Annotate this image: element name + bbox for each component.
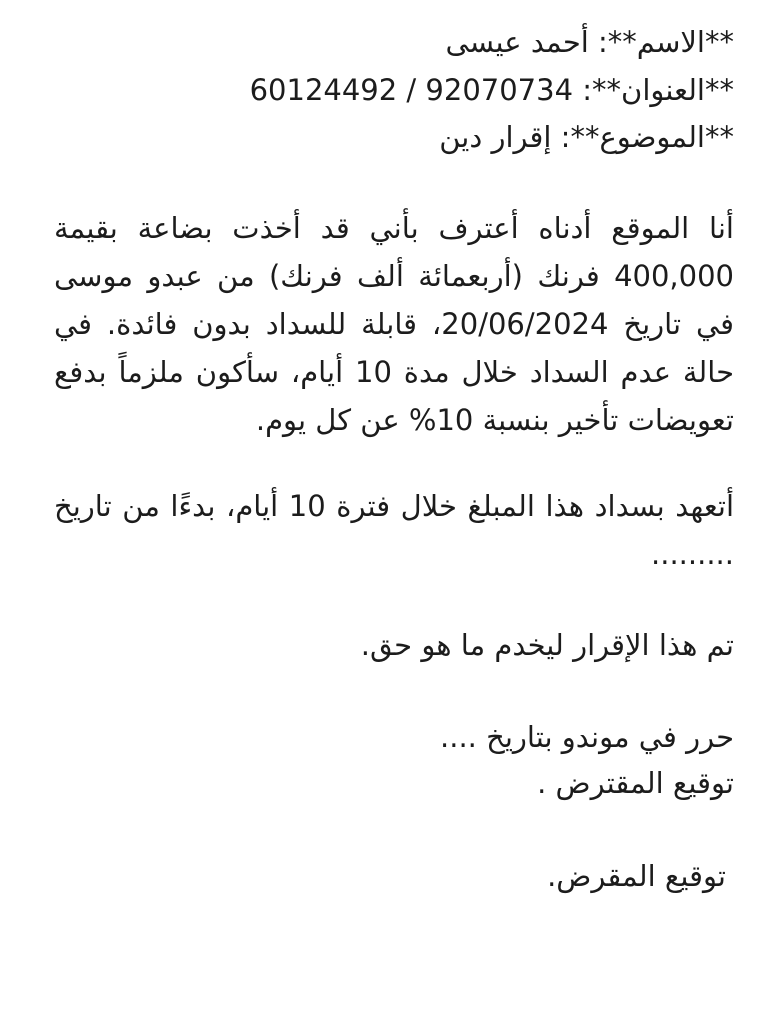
name-line: **الاسم**: أحمد عيسى: [445, 25, 734, 59]
borrower-signature-line: توقيع المقترض .: [537, 766, 734, 800]
debt-terms-paragraph: أنا الموقع أدناه أعترف بأني قد أخذت بضاعة بقيمة 400,000 فرنك (أربعمائة ألف فرنك) من عبدو موسى في تاريخ 20/06/2024، قابلة للسداد بدون فائدة. في حالة عدم السداد خلال مدة 10 أيام، سأكون ملزماً بدفع تعويضات تأخير بنسبة 10% عن كل يوم.: [54, 211, 734, 437]
subject-line: **الموضوع**: إقرار دين: [439, 120, 734, 154]
written-at-line: حرر في موندو بتاريخ ....: [440, 720, 734, 754]
address-line: **العنوان**: 92070734 / 60124492: [249, 73, 734, 107]
lender-signature-line: توقيع المقرض.: [547, 859, 726, 893]
acknowledgment-line: تم هذا الإقرار ليخدم ما هو حق.: [360, 628, 734, 662]
repayment-commitment-paragraph: أتعهد بسداد هذا المبلغ خلال فترة 10 أيام، بدءًا من تاريخ .........: [54, 489, 734, 571]
